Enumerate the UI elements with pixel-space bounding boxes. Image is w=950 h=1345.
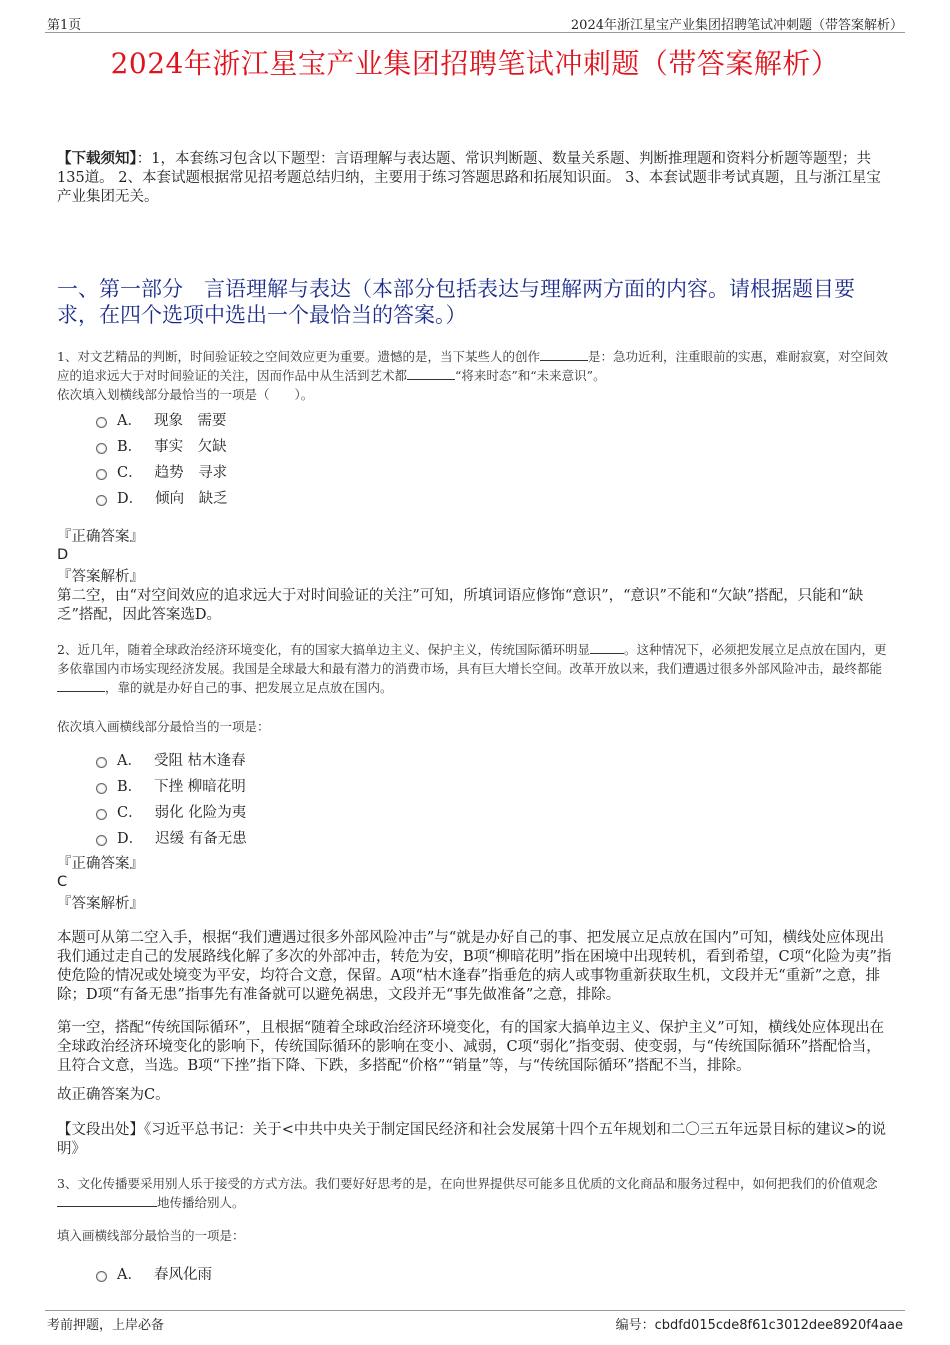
- header-doc-title: 2024年浙江星宝产业集团招聘笔试冲刺题（带答案解析）: [570, 18, 903, 33]
- q1-options: [96, 406, 228, 510]
- q1-option-b[interactable]: B． 事实 欠缺: [96, 432, 228, 458]
- q2-analysis-label: 『答案解析』: [57, 896, 144, 912]
- page-footer: [45, 1310, 905, 1331]
- radio-icon[interactable]: [96, 835, 107, 846]
- q2-option-a[interactable]: A． 受阻 枯木逢春: [96, 746, 247, 772]
- q2-answer: C: [57, 874, 68, 890]
- radio-icon[interactable]: [96, 469, 107, 480]
- download-notice: [57, 149, 895, 207]
- radio-icon[interactable]: [96, 809, 107, 820]
- page-number: 第1页: [47, 18, 82, 33]
- q2-correct-label: 『正确答案』: [57, 856, 144, 872]
- q2-analysis-p2: 第一空，搭配“传统国际循环”，且根据“随着全球政治经济环境变化，有的国家大搞单边主义、保护主义”可知，横线处应体现出在全球政治经济环境变化的影响下，传统国际循环的影响在变小、减弱，C项“弱化”指变弱、使变弱，与“传统国际循环”搭配恰当，且符合文意，当选。B项“下挫”指下降、下跌，多搭配“价格”“销量”等，与“传统国际循环”搭配不当，排除。: [57, 1020, 885, 1074]
- page-header: [45, 12, 905, 33]
- q1-option-d[interactable]: D． 倾向 缺乏: [96, 484, 228, 510]
- q1-correct-label: 『正确答案』: [57, 529, 144, 545]
- q2-options: [96, 746, 247, 850]
- radio-icon[interactable]: [96, 1271, 107, 1282]
- page-title: 2024年浙江星宝产业集团招聘笔试冲刺题（带答案解析）: [110, 47, 840, 80]
- q1-option-c[interactable]: C． 趋势 寻求: [96, 458, 228, 484]
- q3-option-a[interactable]: A． 春风化雨: [96, 1260, 212, 1286]
- q1-prompt: 依次填入划横线部分最恰当的一项是（ ）。: [57, 387, 314, 402]
- q2-prompt: 依次填入画横线部分最恰当的一项是：: [57, 719, 270, 734]
- radio-icon[interactable]: [96, 495, 107, 506]
- q3-stem: 3、文化传播要采用别人乐于接受的方式方法。我们要好好思考的是，在向世界提供尽可能多且优质的文化商品和服务过程中，如何把我们的价值观念地传播给别人。: [57, 1176, 878, 1210]
- q3-prompt: 填入画横线部分最恰当的一项是：: [57, 1228, 245, 1243]
- q1-analysis: 第二空，由“对空间效应的追求远大于对时间验证的关注”可知，所填词语应修饰“意识”，“意识”不能和“欠缺”搭配，只能和“缺乏”搭配，因此答案选D。: [57, 588, 864, 623]
- q2-source: 【文段出处】《习近平总书记：关于<中共中央关于制定国民经济和社会发展第十四个五年规划和二〇三五年远景目标的建议>的说明》: [57, 1122, 887, 1157]
- q1-stem: 1、对文艺精品的判断，时间验证较之空间效应更为重要。遗憾的是，当下某些人的创作 是：急功近利，注重眼前的实惠，难耐寂寞，对空间效应的追求远大于对时间验证的关注，因而作品中从生活到艺术都 “将来时态”和“未来意识”。 依次填入划横线部分最恰当的一项是（ ）。: [57, 349, 888, 402]
- q2-option-d[interactable]: D． 迟缓 有备无患: [96, 824, 247, 850]
- q2-analysis-p3: 故正确答案为C。: [57, 1087, 170, 1103]
- q1-answer: D: [57, 547, 69, 563]
- notice-label: 【下载须知】: [57, 150, 137, 167]
- radio-icon[interactable]: [96, 783, 107, 794]
- q1-option-a[interactable]: A． 现象 需要: [96, 406, 228, 432]
- radio-icon[interactable]: [96, 757, 107, 768]
- footer-code: 编号：cbdfd015cde8f61c3012dee8920f4aae: [615, 1318, 903, 1333]
- notice-text: ：1，本套练习包含以下题型：言语理解与表达题、常识判断题、数量关系题、判断推理题和资料分析题等题型；共135道。 2、本套试题根据常见招考题总结归纳，主要用于练习答题思路和拓展知识面。 3、本套试题非考试真题，且与浙江星宝产业集团无关。: [57, 151, 881, 205]
- radio-icon[interactable]: [96, 417, 107, 428]
- section-heading: 一、第一部分 言语理解与表达（本部分包括表达与理解两方面的内容。请根据题目要求，在四个选项中选出一个最恰当的答案。）: [57, 277, 855, 327]
- q2-analysis-p1: 本题可从第二空入手，根据“我们遭遇过很多外部风险冲击”与“就是办好自己的事、把发展立足点放在国内”可知，横线处应体现出我们通过走自己的发展路线化解了多次的外部冲击，转危为安，B项“柳暗花明”指在困境中出现转机，看到希望，C项“化险为夷”指使危险的情况或处境变为平安，均符合文意，保留。A项“枯木逢春”指垂危的病人或事物重新获取生机，文段并无“重新”之意，排除；D项“有备无患”指事先有准备就可以避免祸患，文段并无“事先做准备”之意，排除。: [57, 930, 892, 1003]
- q2-option-b[interactable]: B． 下挫 柳暗花明: [96, 772, 247, 798]
- q1-analysis-label: 『答案解析』: [57, 569, 144, 585]
- q2-stem: 2、近几年，随着全球政治经济环境变化，有的国家大搞单边主义、保护主义，传统国际循环明显 。这种情况下，必须把发展立足点放在国内，更多依靠国内市场实现经济发展。我国是全球最大和最有潜力的消费市场，具有巨大增长空间。改革开放以来，我们遭遇过很多外部风险冲击，最终都能，靠的就是办好自己的事、把发展立足点放在国内。: [57, 642, 887, 695]
- footer-slogan: 考前押题，上岸必备: [47, 1318, 165, 1333]
- q2-option-c[interactable]: C． 弱化 化险为夷: [96, 798, 247, 824]
- q3-options: [96, 1260, 212, 1286]
- radio-icon[interactable]: [96, 443, 107, 454]
